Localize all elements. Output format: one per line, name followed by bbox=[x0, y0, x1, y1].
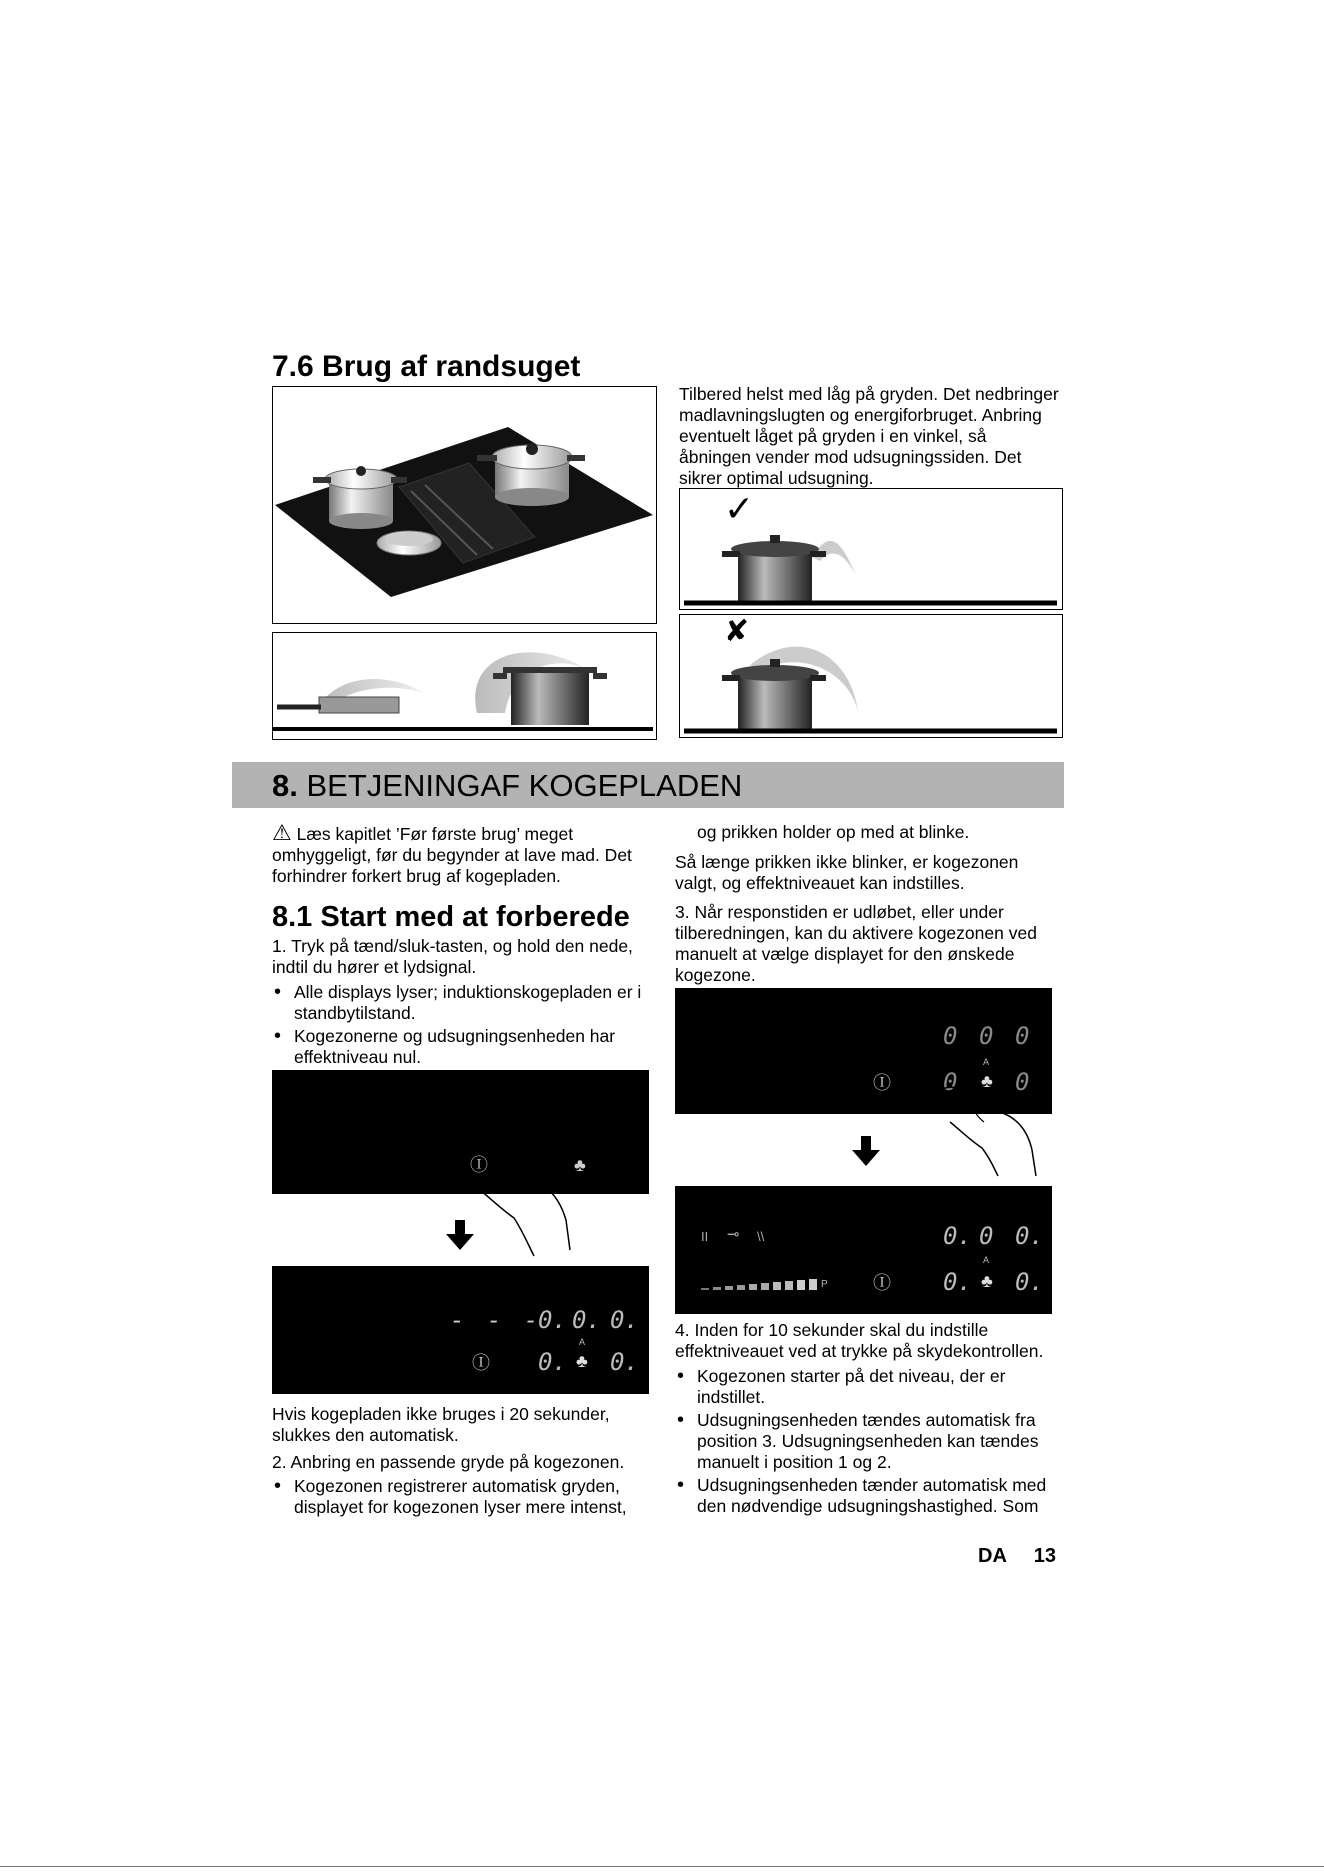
zone-display-bottom-1: 0. bbox=[538, 1348, 567, 1376]
continuation-text: og prikken holder op med at blinke. bbox=[697, 822, 970, 842]
slider-step bbox=[809, 1279, 817, 1290]
list-item: • Kogezonerne og udsugningsenheden har effektniveau nul. bbox=[272, 1026, 652, 1068]
a-label: A bbox=[983, 1255, 990, 1265]
power-icon: Ⓘ bbox=[472, 1353, 490, 1373]
slider-step bbox=[725, 1286, 733, 1290]
fan-icon: ♣ bbox=[574, 1155, 586, 1175]
fan-icon: ♣ bbox=[576, 1351, 588, 1371]
control-panel-power-level bbox=[675, 1186, 1052, 1314]
step-2-bullets bbox=[272, 1474, 652, 1520]
check-mark-icon: ✓ bbox=[724, 488, 755, 529]
control-panel-standby bbox=[272, 1266, 649, 1394]
a-label: A bbox=[579, 1337, 586, 1347]
section-8-1-heading: 8.1 Start med at forberede bbox=[272, 901, 630, 933]
dot-paragraph: Så længe prikken ikke blinker, er kogezonen valgt, og effektniveauet kan indstilles. bbox=[675, 852, 1019, 893]
lid-correct-illustration bbox=[679, 488, 1063, 610]
dashes-display: - - - bbox=[450, 1306, 543, 1334]
slider-step bbox=[737, 1285, 745, 1290]
list-item: • Udsugningsenheden tændes automatisk fra position 3. Udsugningsenheden kan tændes manuelt i position 1 og 2. bbox=[675, 1410, 1065, 1473]
zone-display-top-2: 0. bbox=[1015, 1222, 1044, 1250]
control-panel-off bbox=[272, 1070, 649, 1194]
power-icon: Ⓘ bbox=[470, 1155, 488, 1175]
key-lock-icon: ⊸ bbox=[727, 1226, 740, 1243]
a-label: A bbox=[983, 1057, 990, 1067]
zone-display-bottom-2: 0 bbox=[1015, 1068, 1030, 1096]
zone-display-top-1: 0 bbox=[943, 1022, 958, 1050]
slider-step bbox=[797, 1280, 805, 1290]
power-icon: Ⓘ bbox=[873, 1273, 891, 1293]
zone-display-top-2: 0. bbox=[610, 1306, 639, 1334]
list-item: • Kogezonen registrerer automatisk gryden, displayet for kogezonen lyser mere intenst, bbox=[272, 1476, 652, 1518]
page-footer bbox=[978, 1544, 1056, 1568]
zone-display-bottom-1: 0 bbox=[943, 1068, 958, 1096]
finger-press-icon bbox=[940, 1084, 1040, 1178]
slider-step bbox=[785, 1281, 793, 1290]
section-8-title-text: BETJENINGAF KOGEPLADEN bbox=[297, 768, 743, 803]
pan-pot-illustration bbox=[272, 632, 657, 740]
lid-advice-text: Tilbered helst med låg på gryden. Det nedbringer madlavningslugten og energiforbruget. Anbring eventuelt låget på gryden i en vinkel, så åbningen vender mod udsugningssiden. Det sikrer optimal udsugning. bbox=[679, 384, 1059, 488]
fan-icon: ♣ bbox=[981, 1271, 993, 1291]
step-4-bullets bbox=[675, 1364, 1065, 1519]
boost-label: P bbox=[821, 1279, 828, 1290]
lid-wrong-illustration bbox=[679, 614, 1063, 738]
fan-display-top: 0 bbox=[979, 1222, 994, 1250]
zone-display-top-1: 0. bbox=[538, 1306, 567, 1334]
slider-step bbox=[761, 1283, 769, 1290]
power-icon: Ⓘ bbox=[873, 1073, 891, 1093]
hob-drawing bbox=[273, 387, 655, 622]
language-code: DA bbox=[978, 1545, 1007, 1567]
power-slider[interactable] bbox=[701, 1278, 847, 1292]
step-3-text: 3. Når responstiden er udløbet, eller under tilberedningen, kan du aktivere kogezonen ved manuelt at vælge displayet for den ønskede kogezone. bbox=[675, 902, 1037, 985]
step-2-text: 2. Anbring en passende gryde på kogezonen. bbox=[272, 1452, 625, 1472]
step-4-text: 4. Inden for 10 sekunder skal du indstille effektniveauet ved at trykke på skydekontrollen. bbox=[675, 1320, 1044, 1361]
recall-icon: \\ bbox=[757, 1229, 765, 1244]
list-item: • Kogezonen starter på det niveau, der er indstillet. bbox=[675, 1366, 1065, 1408]
auto-off-text: Hvis kogepladen ikke bruges i 20 sekunder, slukkes den automatisk. bbox=[272, 1404, 610, 1445]
list-item: • Alle displays lyser; induktionskogepladen er i standbytilstand. bbox=[272, 982, 652, 1024]
zone-display-bottom-2: 0. bbox=[610, 1348, 639, 1376]
cross-mark-icon: ✘ bbox=[724, 615, 750, 648]
section-8-number: 8. bbox=[272, 768, 298, 803]
step-1-text: 1. Tryk på tænd/sluk-tasten, og hold den nede, indtil du hører et lydsignal. bbox=[272, 936, 633, 977]
zone-display-top-1: 0. bbox=[943, 1222, 972, 1250]
fan-display-top: 0. bbox=[572, 1306, 601, 1334]
bottom-rule bbox=[0, 1866, 1324, 1867]
finger-press-icon bbox=[470, 1150, 580, 1260]
slider-step bbox=[773, 1282, 781, 1290]
section-8-title bbox=[272, 768, 742, 804]
zone-display-top-2: 0 bbox=[1015, 1022, 1030, 1050]
page-number: 13 bbox=[1033, 1545, 1056, 1567]
list-item: • Udsugningsenheden tænder automatisk med den nødvendige udsugningshastighed. Som bbox=[675, 1475, 1065, 1517]
arrow-down-icon bbox=[852, 1136, 880, 1166]
pan-pot-drawing bbox=[273, 633, 655, 738]
slider-step bbox=[701, 1288, 709, 1290]
step-1-bullets bbox=[272, 980, 652, 1070]
slider-step bbox=[749, 1284, 757, 1290]
warning-paragraph bbox=[272, 822, 650, 887]
zone-display-bottom-2: 0. bbox=[1015, 1268, 1044, 1296]
section-8-bar bbox=[232, 762, 1064, 808]
section-7-6-heading: 7.6 Brug af randsuget bbox=[272, 350, 581, 383]
warning-text: Læs kapitlet ’Før første brug’ meget omhyggeligt, før du begynder at lave mad. Det forhindrer forkert brug af kogepladen. bbox=[272, 824, 632, 886]
fan-icon: ♣ bbox=[981, 1071, 993, 1091]
hob-illustration bbox=[272, 386, 657, 624]
slider-step bbox=[713, 1287, 721, 1290]
fan-display-top: 0 bbox=[979, 1022, 994, 1050]
arrow-down-icon bbox=[446, 1220, 474, 1250]
zone-display-bottom-1: 0. bbox=[943, 1268, 972, 1296]
pause-icon: II bbox=[701, 1229, 709, 1244]
warning-icon: ⚠ bbox=[272, 820, 292, 845]
